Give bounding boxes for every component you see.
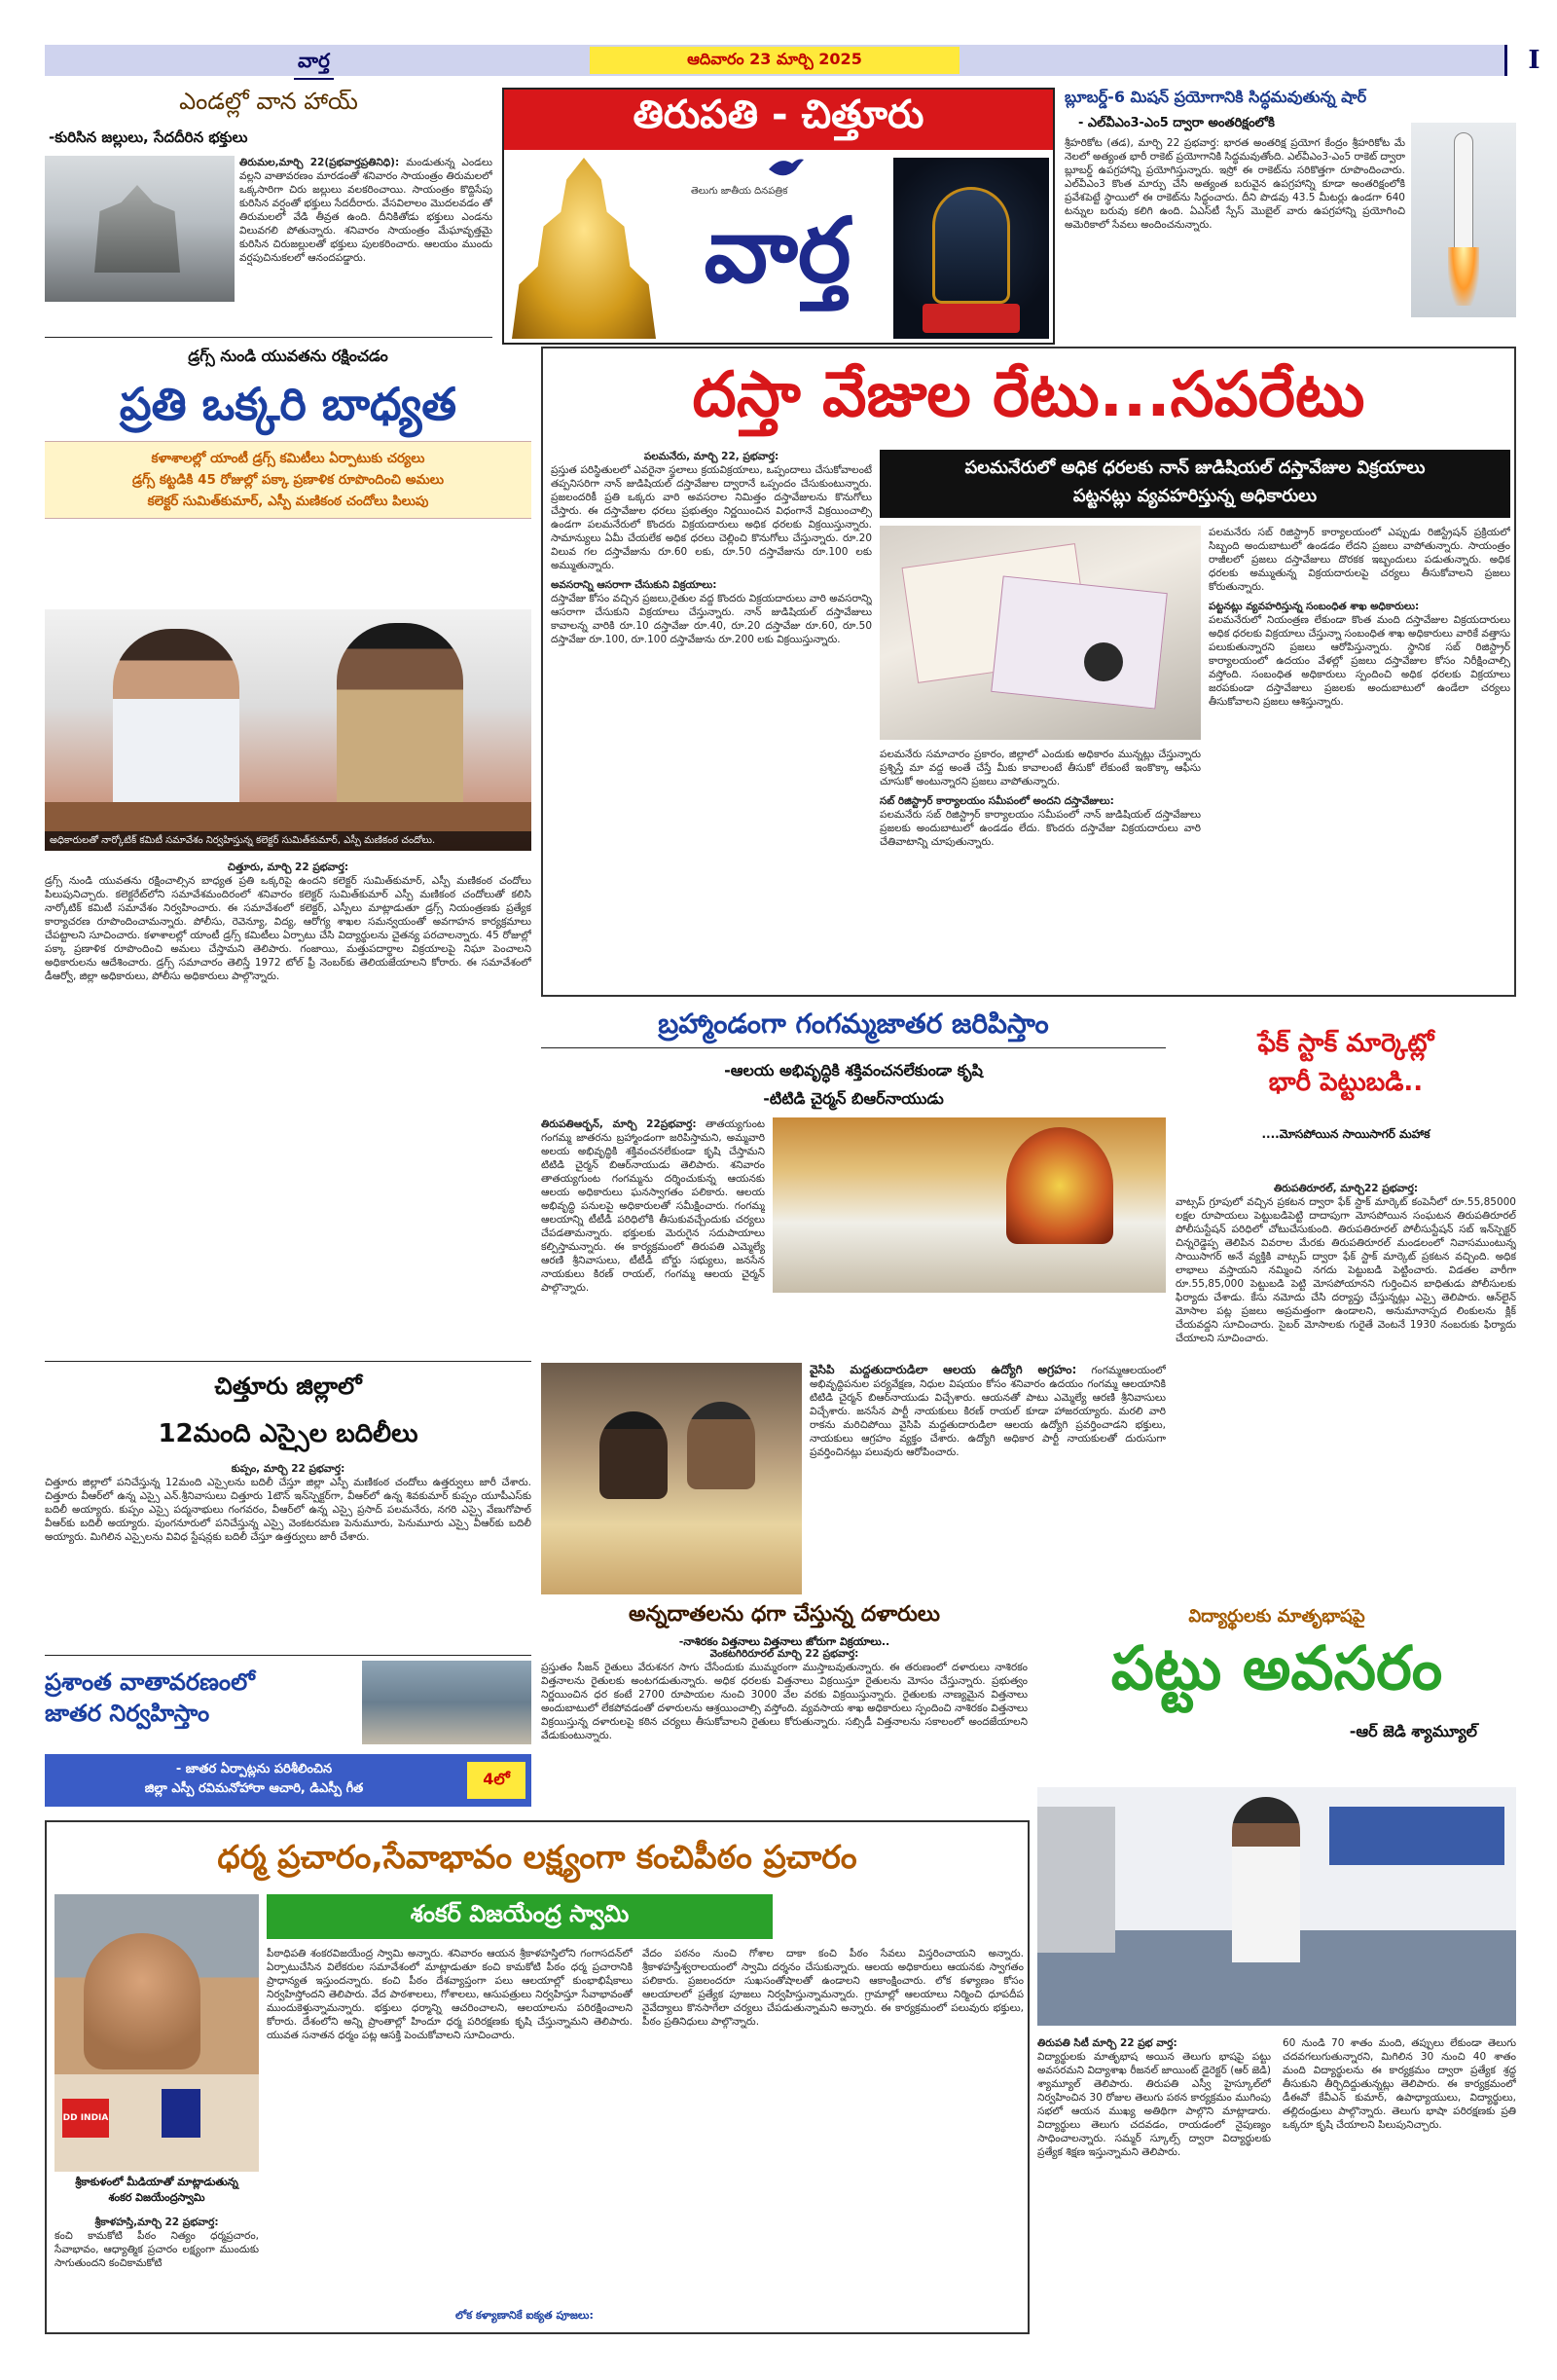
kanchi-caption-2: శంకర విజయేంద్రస్వామి <box>108 2191 205 2204</box>
mother-tongue-photo <box>1037 1787 1516 2026</box>
rocket-photo <box>1411 123 1516 317</box>
edition-title: తిరుపతి - చిత్తూరు <box>504 90 1053 150</box>
edition-logo: వార్త <box>704 198 851 303</box>
stamp-papers-photo <box>880 526 1201 740</box>
lead-story <box>541 347 1516 997</box>
ycp-body: గంగమ్మఆలయంలో అభివృద్ధిపనుల పర్యవేక్షణ, నిధుల విషయం కోసం శనివారం ఉదయం గంగమ్మ ఆలయానికి టిటిడి చైర్మన్ బిఆర్‌నాయుడు విచ్చేశారు. ఆయనతో పాటు ఎమ్మెల్యే ఆరణి శ్రీనివాసులు విచ్చేశారు. జనసేన పార్టీ నాయకులు కిరణ్ రాయల్‌ కూడా హాజరయ్యారు. మరలి వారి రాకను మరిచిపోయి వైసిపి మద్దతుదారుడిలా ఆలయ ఉద్యోగి ప్రవర్తించాడని భక్తులు, నాయకులు ఆగ్రహం వ్యక్తం చేశారు. ఉద్యోగి అధికార పార్టీ నాయకులతో దురుసుగా ప్రవర్తించినట్లు పలువురు ఆరోపించారు. <box>810 1365 1166 1458</box>
drugs-meeting-photo <box>45 609 531 851</box>
mother-tongue-dateline: తిరుపతి సిటీ మార్చి 22 ప్రభ వార్త: <box>1037 2037 1177 2049</box>
transfers-headline: 12మంది ఎస్సైల బదిలీలు <box>158 1419 418 1448</box>
heat-photo <box>45 156 235 302</box>
lead-body-1: ప్రస్తుత పరిస్థితులలో ఎవరైనా స్థలాలు క్రయవిక్రయాలు, ఒప్పందాలు చేసుకోవాలంటే తప్పనిసరిగా నాన్ జుడిషియల్ దస్తావేజుల ద్వారానే ఒప్పందం చేసుకుంటున్నారు. ప్రజలందరికీ ప్రతి ఒక్కరు వారి అవసరాల నిమిత్తం దస్తావేజులను కొనుగోలు చేస్తారు. ఈ దస్తావేజుల ధరలు ప్రభుత్వం నిర్ణయించిన విధంగానే విక్రయించాల్సి ఉండగా పలమనేరులో కొందరు విక్రయదారులు అధిక ధరలకు విక్రయిస్తున్నారు. సామాన్యులు ఏమీ చేయలేక అధిక ధరలు చెల్లించి కొనుగోలు చేస్తున్నారు. రూ.20 విలువ గల దస్తావేజును రూ.60 లకు, రూ.50 దస్తావేజును రూ.100 లకు అమ్ముతున్నారు. <box>551 464 872 571</box>
lead-headline: దస్తా వేజుల రేటు...సపరేటు <box>692 359 1365 431</box>
kanchi-story <box>45 1820 1030 2334</box>
lead-col3-subhead: పట్టనట్లు వ్యవహరిస్తున్న సంబంధిత శాఖ అధికారులు: <box>1209 601 1420 612</box>
fake-stock-headline-1: ఫేక్ స్టాక్ మార్కెట్లో <box>1257 1029 1434 1058</box>
collector-figure <box>113 629 239 804</box>
drugs-deck-box <box>45 441 531 519</box>
fake-stock-headline-2: భారీ పెట్టుబడి.. <box>1268 1068 1424 1097</box>
farmers-story <box>541 1602 1028 1781</box>
lead-deck-box <box>880 450 1510 518</box>
isro-subhead: - ఎల్‌వీఎం3-ఎం5 ద్వారా అంతరిక్షంలోకి <box>1078 116 1275 130</box>
jatara-peace-story <box>45 1661 531 1807</box>
masthead-bar <box>45 45 1540 76</box>
lead-body-2: దస్తావేజు కోసం వచ్చిన ప్రజలు,రైతుల వద్ద కొందరు విక్రయదారులు వారి అవసరాన్ని ఆసరాగా చేసుకుని విక్రయాలు చేస్తున్నారు. నాన్ జుడిషియల్ దస్తావేజులు కావాలన్న వారికి రూ.10 దస్తావేజు రూ.40, రూ.20 దస్తావేజు రూ.60, రూ.50 దస్తావేజు రూ.100, రూ.100 దస్తావేజును రూ.200 లకు విక్రయిస్తున్నారు. <box>551 593 872 645</box>
farmers-headline: అన్నదాతలను ధగా చేస్తున్న దళారులు <box>628 1602 941 1627</box>
heat-body: మండుతున్న ఎండలు వల్లని వాతావరణం మారడంతో శనివారం సాయంత్రం తిరుమలలో ఒక్కసారిగా చిరు జల్లులు వలకరించాయి. సాయంత్రం కొద్దిసేపు కురిసిన వర్షంతో భక్తులు సేదదీరారు. వేసవిలాలం మొదలవడం తో తిరుమలలో వేడి తీవ్రత ఉంది. దీనికితోడు భక్తులు ఎండను విలువగలి పోతున్నారు. శనివారం సాయంత్రం మేఘావృత్తమై కురిసిన చిరుజల్లులతో భక్తులు పులకరించారు. ఆలయం ముందు వర్షపుచినుకలలో ఆనందపడ్డారు. <box>239 157 492 264</box>
kanchi-body-mid: పీఠాధిపతి శంకరవిజయేంద్ర స్వామి అన్నారు. శనివారం ఆయన శ్రీకాళహస్తిలోని గంగాసదన్‌లో ఏర్పాటుచేసిన విలేకరుల సమావేశంలో మాట్లాడుతూ కంచి కామకోటి పీఠం ధర్మ ప్రచారానికి ప్రాధాన్యత ఇస్తుందన్నారు. కంచి పీఠం దేశవ్యాప్తంగా పలు ఆలయాల్లో కుంభాభిషేకాలు నిర్వహిస్తోందని తెలిపారు. వేద పాఠశాలలు, గోశాలలు, ఆసుపత్రులు నిర్వహిస్తూ సేవాభావంతో ముందుకెళ్తున్నామన్నారు. భక్తులు ధర్మాన్ని ఆచరించాలని, ఆలయాలను పరిరక్షించాలని కోరారు. దేశంలోని అన్ని ప్రాంతాల్లో హిందూ ధర్మ పరిరక్షణకు కృషి చేస్తున్నామని తెలిపారు. యువత సనాతన ధర్మం పట్ల ఆసక్తి పెంచుకోవాలని సూచించారు. <box>267 1948 633 2041</box>
kanchi-body-right: వేదం పఠనం నుంచి గోశాల దాకా కంచి పీఠం సేవలు విస్తరించాయని అన్నారు. శ్రీకాళహస్తీశ్వరాలయంలో స్వామి దర్శనం చేసుకున్నారు. ఆలయ అధికారులు ఆయనకు స్వాగతం పలికారు. ప్రజలందరూ సుఖసంతోషాలతో ఉండాలని ఆకాంక్షించారు. లోక కళ్యాణం కోసం ఆలయాలలో ప్రత్యేక పూజలు నిర్వహిస్తున్నామన్నారు. గ్రామాల్లో ఆలయాలు నిర్మించి ధూపదీప నైవేద్యాలు కొనసాగేలా చర్యలు చేపడుతున్నామని అన్నారు. ఈ కార్యక్రమంలో పలువురు భక్తులు, పీఠం ప్రతినిధులు పాల్గొన్నారు. <box>642 1948 1024 2028</box>
gangamma-photo <box>773 1117 1166 1293</box>
lead-deck-2: పట్టనట్లు వ్యవహరిస్తున్న అధికారులు <box>1072 486 1318 506</box>
dove-icon <box>767 154 806 181</box>
speaker-figure <box>1232 1797 1300 1962</box>
fake-stock-dateline: తిరుపతిరూరల్, మార్చి22 ప్రభవార్త: <box>1273 1183 1419 1194</box>
masthead-logo: వార్త <box>298 49 330 77</box>
kanchi-caption-1: శ్రీకాకుళంలో మీడియాతో మాట్లాడుతున్న <box>75 2176 238 2188</box>
drugs-deck-2: డ్రగ్స్ కట్టడికి 45 రోజుల్లో పక్కా ప్రణాళిక రూపొందించి అమలు <box>131 472 445 488</box>
farmers-body: ప్రస్తుతం సీజన్ రైతులు వేరుశనగ సాగు చేసేందుకు ముమ్మరంగా ముస్తాబవుతున్నారు. ఈ తరుణంలో దళారులు నాశిరకం విత్తనాలను రైతులకు అంటగడుతున్నారు. అధిక ధరలకు విత్తనాలు విక్రయిస్తూ రైతులను మోసం చేస్తున్నారు. ప్రభుత్వం నిర్ణయించిన ధర కంటే 2700 రూపాయల నుంచి 3000 వేల వరకు విక్రయిస్తున్నారు. రైతులకు నాణ్యమైన విత్తనాలు అందుబాటులో లేకపోవడంతో దళారులను ఆశ్రయించాల్సి వస్తోంది. వ్యవసాయ శాఖ అధికారులు స్పందించి నాశిరకం విత్తనాలు విక్రయిస్తున్న దళారులపై కఠిన చర్యలు తీసుకోవాలని రైతులు కోరుతున్నారు. సబ్సిడీ విత్తనాలను సకాలంలో అందజేయాలని వేడుకుంటున్నారు. <box>541 1662 1028 1741</box>
ycp-story <box>541 1363 1166 1594</box>
fake-stock-body: వాట్సప్ గ్రూపులో వచ్చిన ప్రకటన ద్వారా ఫేక్ స్టాక్ మార్కెట్ కంపెనీలో రూ.55,85000 లక్షల రూపాయలు పెట్టుబడిపెట్టి దాదాపుగా మోసపోయిన సంఘటన తిరుపతిరూరల్ పోలీసుస్టేషన్ పరిధిలో చోటుచేసుకుంది. తిరుపతిరూరల్ పోలీసుస్టేషన్ సబ్ ఇన్‌స్పెక్టర్ చిన్నరెడ్డెప్ప తెలిపిన వివరాల మేరకు తిరుపతిరూరల్ మండలంలో నివాసముంటున్న సాయిసాగర్ అనే వ్యక్తికి వాట్సప్ ద్వారా ఫేక్ స్టాక్ మార్కెట్ ప్రకటన వచ్చింది. అధిక లాభాలు వస్తాయని నమ్మించి నగదు పెట్టుబడి పెట్టించారు. విడతల వారీగా రూ.55,85,000 పెట్టుబడి పెట్టి మోసపోయానని గుర్తించిన బాధితుడు పోలీసులకు ఫిర్యాదు చేశాడు. కేసు నమోదు చేసి దర్యాప్తు చేస్తున్నట్లు ఎస్సై తెలిపారు. ఆన్‌లైన్ మోసాల పట్ల ప్రజలు అప్రమత్తంగా ఉండాలని, అనుమానాస్పద లింకులను క్లిక్ చేయవద్దని సూచించారు. సైబర్ మోసాలకు గురైతే వెంటనే 1930 నంబరుకు ఫిర్యాదు చేయాలని సూచించారు. <box>1176 1196 1516 1344</box>
masthead-date: ఆదివారం 23 మార్చి 2025 <box>590 47 960 74</box>
fake-stock-deck: ....మోసపోయిన సాయిసాగర్ మహాక <box>1261 1127 1430 1141</box>
heat-dateline: తిరుమల,మార్చి 22(ప్రభవార్తప్రతినిధి): <box>239 157 400 168</box>
kanchi-banner: శంకర్ విజయేంద్ర స్వామి <box>267 1894 773 1939</box>
deity-image <box>893 158 1049 339</box>
fake-stock-story <box>1176 1003 1516 1596</box>
lead-subhead-2: సబ్ రిజిస్ట్రార్ కార్యాలయం సమీపంలో అందని దస్తావేజులు: <box>880 795 1114 807</box>
sp-figure <box>337 623 463 808</box>
transfers-story <box>45 1369 531 1602</box>
swami-figure <box>84 1933 200 2069</box>
isro-body: శ్రీహరికోట (తడ), మార్చి 22 ప్రభవార్త: భారత అంతరిక్ష ప్రయోగ కేంద్రం శ్రీహరికోట మే నెలలో అత్యంత భారీ రాకెట్ ప్రయోగానికి సిద్ధమవుతోంది. ఎల్‌వీఎం3-ఎం5 రాకెట్ ద్వారా బ్లూబర్డ్ ఉపగ్రహాన్ని ప్రయోగిస్తున్నారు. ఇస్రో ఈ రాకెట్‌ను సరికొత్తగా రూపొందించారు. ఎల్‌వీఎం3 కొంత మార్పు చేసి అత్యంత బరువైన ఉపగ్రహాన్ని కూడా అంతరిక్షంలోకి ప్రవేశపెట్టే స్థాయిలో ఈ రాకెట్‌ను సిద్ధంచారు. దీని పొడవు 43.5 మీటర్లు ఉండగా 640 టన్నుల బరువు కలిగి ఉంది. ఏఎస్‌టీ స్పేస్ మొబైల్ వారు ఉపగ్రహాన్ని ప్రయోగించి అమెరికాలో సేవలు అందించనున్నారు. <box>1065 137 1405 231</box>
mother-tongue-kicker: విద్యార్థులకు మాతృభాషపై <box>1188 1606 1365 1627</box>
golden-temple-image <box>512 158 656 339</box>
mother-tongue-body-2: 60 నుండి 70 శాతం మంది, తప్పులు లేకుండా తెలుగు చదవగలుగుతున్నారని, మిగిలిన 30 నుంచి 40 శాతం మంది విద్యార్థులను ఈ కార్యక్రమం ద్వారా ప్రత్యేక శ్రద్ధ తీసుకుని తీర్చిదిద్దుతున్నట్లు తెలిపారు. ఈ కార్యక్రమంలో డీఈవో కేవీఎన్ కుమార్, ఉపాధ్యాయులు, విద్యార్థులు, తల్లిదండ్రులు పాల్గొన్నారు. తెలుగు భాషా పరిరక్షణకు ప్రతి ఒక్కరూ కృషి చేయాలని పిలుపునిచ్చారు. <box>1283 2037 1516 2131</box>
jatara-deck-box <box>45 1754 531 1807</box>
mic-label: DD INDIA <box>62 2099 109 2138</box>
transfers-dateline: కుప్పం, మార్చి 22 ప్రభవార్త: <box>231 1463 345 1475</box>
drugs-kicker: డ్రగ్స్ నుండి యువతను రక్షించడం <box>188 347 388 365</box>
temple-gopuram-shape <box>84 185 191 273</box>
heat-kicker: ఎండల్లో వాన హాయ్ <box>179 88 358 115</box>
kanchi-headline: ధర్మ ప్రచారం,సేవాభావం లక్ష్యంగా కంచిపీఠం ప్రచారం <box>217 1838 857 1876</box>
kanchi-dateline: శ్రీకాళహస్తి,మార్చి 22 ప్రభవార్త: <box>94 2216 219 2228</box>
page-ref-badge[interactable]: 4లో <box>467 1762 525 1799</box>
deity-decoration <box>1006 1127 1113 1244</box>
jatara-headline-1: ప్రశాంత వాతావరణంలో <box>45 1668 255 1696</box>
farmers-dateline: వెంకటగిరిరూరల్ మార్చి 22 ప్రభవార్త: <box>709 1648 859 1660</box>
mother-tongue-headline: పట్టు అవసరం <box>1110 1632 1443 1703</box>
drugs-headline: ప్రతి ఒక్కరి బాధ్యత <box>119 378 457 430</box>
page-number: I <box>1504 45 1557 76</box>
drugs-deck-1: కళాశాలల్లో యాంటీ డ్రగ్స్ కమిటీలు ఏర్పాటుకు చర్యలు <box>151 451 425 466</box>
edition-tagline: తెలుగు జాతీయ దినపత్రిక <box>691 186 788 197</box>
gangamma-body: తాతయ్యగుంట గంగమ్మ జాతరను బ్రహ్మాండంగా జరిపిస్తామని, అమ్మవారి అలయ అభివృద్ధికి శక్తివంచనలేకుండా కృషి చేస్తామని టిటిడి చైర్మన్ బిఆర్‌నాయుడు తెలిపారు. శనివారం తాతయ్యగుంట గంగమ్మను దర్శించుకున్న ఆయనకు ఆలయ అధికారులు ఘనస్వాగతం పలికారు. ఆలయ అభివృద్ధి పనులపై అధికారులతో సమీక్షించారు. గంగమ్మ ఆలయాన్ని టీటీడీ పరిధిలోకి తీసుకువచ్చేందుకు చర్యలు చేపడతామన్నారు. భక్తులకు మెరుగైన సదుపాయాలు కల్పిస్తామన్నారు. ఈ కార్యక్రమంలో తిరుపతి ఎమ్మెల్యే ఆరణి శ్రీనివాసులు, టీటీడీ బోర్డు సభ్యులు, జనసేన నాయకులు కిరణ్ రాయల్, గంగమ్మ ఆలయ చైర్మన్ పాల్గొన్నారు. <box>541 1118 765 1294</box>
jatara-deck-1: - జాతర ఏర్పాట్లను పరిశీలించిన <box>175 1762 333 1776</box>
isro-story <box>1065 88 1516 345</box>
gangamma-story <box>541 1003 1166 1353</box>
mother-tongue-body-1: విద్యార్థులకు మాతృభాష అయిన తెలుగు భాషపై పట్టు అవసరమని విద్యాశాఖ రీజనల్ జాయింట్ డైరెక్టర్ (ఆర్ జెడి) శ్యామ్యూల్ తెలిపారు. తిరుపతి ఎస్వీ హైస్కూల్‌లో నిర్వహించిన 30 రోజుల తెలుగు పఠన కార్యక్రమం ముగింపు సభలో ఆయన ముఖ్య అతిథిగా పాల్గొని మాట్లాడారు. విద్యార్థులు తెలుగు చదవడం, రాయడంలో నైపుణ్యం సాధించాలన్నారు. సమ్మర్ స్కూల్స్ ద్వారా విద్యార్థులకు ప్రత్యేక శిక్షణ ఇస్తున్నామని తెలిపారు. <box>1037 2051 1271 2158</box>
lead-deck-1: పలమనేరులో అధిక ధరలకు నాన్ జుడిషియల్ దస్తావేజుల విక్రయాలు <box>964 458 1426 478</box>
gangamma-deck-1: -ఆలయ అభివృద్ధికి శక్తివంచనలేకుండా కృషి <box>724 1061 983 1080</box>
gangamma-deck-2: -టిటిడి చైర్మన్ బిఆర్‌నాయుడు <box>763 1089 944 1108</box>
lead-dateline: పలమనేరు, మార్చి 22, ప్రభవార్త: <box>643 451 779 462</box>
mother-tongue-story <box>1037 1602 1516 2334</box>
lead-body-4: పలమనేరు సబ్ రిజిస్ట్రార్ కార్యాలయం సమీపంలో నాన్ జుడిషియల్ దస్తావేజులు ప్రజలకు అందుబాటులో ఉండడం లేదు. కొందరు దస్తావేజు విక్రయదారులు వారి చేతివాటాన్ని చూపుతున్నారు. <box>880 809 1201 848</box>
transfers-kicker: చిత్తూరు జిల్లాలో <box>214 1373 362 1400</box>
drugs-deck-3: కలెక్టర్ సుమిత్‌కుమార్, ఎస్పీ మణికంఠ చందోలు పిలుపు <box>147 494 429 509</box>
ycp-kicker: వైసిపి మద్దతుదారుడిలా ఆలయ ఉద్యోగి అగ్రహం: <box>810 1363 1077 1376</box>
heat-story <box>45 88 492 331</box>
edition-banner <box>502 88 1055 345</box>
lead-col3-body: పలమనేరు సబ్ రిజిస్ట్రార్ కార్యాలయంలో ఎప్పుడు రిజిస్ట్రేషన్ ప్రక్రియలో సిబ్బంది అందుబాటులో ఉండడం లేదని ప్రజలు వాపోతున్నారు. సాయంత్రం రాజీలలో ప్రజలు దస్తావేజులు దొరకక ఇబ్బందులు పడుతున్నారు. అధిక ధరలకు అమ్ముతున్న విక్రయదారులపై చర్యలు తీసుకోవాలని ప్రజలు కోరుతున్నారు. <box>1209 527 1510 593</box>
lead-body-3: పలమనేరు సమాచారం ప్రకారం, జిల్లాలో ఎందుకు అధికారం మున్నట్లు చేస్తున్నారు ప్రశ్నిస్తే మా వద్ద అంతే చేస్తే మీకు కావాలంటే తీసుకో లేకుంటే ఇంకొక్కా ఆఫీసు చూసుకో అంటున్నారని ప్రజలు వాపోతున్నారు. <box>880 749 1201 787</box>
isro-headline: బ్లూబర్డ్-6 మిషన్ ప్రయోగానికి సిద్ధమవుతున్న షార్ <box>1065 88 1367 106</box>
kanchi-swami-photo <box>54 1894 259 2172</box>
mother-tongue-deck: -ఆర్ జెడి శ్యామ్యూల్ <box>1349 1722 1477 1740</box>
drugs-photo-caption: అధికారులతో నార్కోటిక్ కమిటీ సమావేశం నిర్వహిస్తున్న కలెక్టర్ సుమిత్‌కుమార్, ఎస్పీ మణికంఠ చందోలు. <box>45 831 531 851</box>
lead-col3-body-2: పలమనేరులో నియంత్రణ లేకుండా కొంత మంది దస్తావేజుల విక్రయదారులు అధిక ధరలకు విక్రయాలు చేస్తున్నా సంబంధిత శాఖ అధికారులు వారికే వత్తాసు పలుకుతున్నారని ప్రజలు ఆరోపిస్తున్నారు. స్థానిక సబ్ రిజిస్ట్రార్ కార్యాలయంలో ఉదయం వేళల్లో ప్రజలు దస్తావేజుల కోసం నిరీక్షించాల్సి వస్తోంది. సంబంధిత అధికారులు స్పందించి అధిక ధరలకు విక్రయాలు జరపకుండా దస్తావేజులు ప్రజలకు అందుబాటులో ఉండేలా చర్యలు తీసుకోవాలని ప్రజలు ఆశిస్తున్నారు. <box>1209 614 1510 708</box>
drugs-story <box>45 347 531 1369</box>
kanchi-body-left: కంచి కామకోటి పీఠం నిత్యం ధర్మప్రచారం, సేవాభావం, ఆధ్యాత్మిక ప్రచారం లక్ష్యంగా ముందుకు సాగుతుందని కంచికామకోటి <box>54 2230 259 2269</box>
drugs-dateline: చిత్తూరు, మార్చి 22 ప్రభవార్త: <box>227 861 349 873</box>
transfers-body: చిత్తూరు జిల్లాలో పనిచేస్తున్న 12మంది ఎస్సైలను బదిలీ చేస్తూ జిల్లా ఎస్పీ మణికంఠ చందోలు ఉత్తర్వులు జారీ చేశారు. చిత్తూరు వీఆర్‌లో ఉన్న ఎస్సై ఎన్‌.శ్రీనివాసులు చిత్తూరు 1టౌన్ ఇన్‌స్పెక్టర్‌గా, వీఆర్‌లో ఉన్న శివకుమార్ కుప్పం యూపీఎస్‌కు బదిలీ అయ్యారు. కుప్పం ఎస్సై పద్మనాభులు గంగవరం, వీఆర్‌లో ఉన్న ఎస్సై ప్రసాద్ పలమనేరు, నగరి ఎస్సై వేణుగోపాల్ వీఆర్‌కు బదిలీ అయ్యారు. పుంగనూరులో పనిచేస్తున్న ఎస్సై వెంకటరమణ పెనుమూరు, పెనుమూరు ఎస్సై వీఆర్‌కు బదిలీ అయ్యారు. మిగిలిన ఎస్సైలను వివిధ స్టేషన్లకు బదిలీ చేస్తూ ఉత్తర్వులు జారీ చేశారు. <box>45 1477 531 1543</box>
jatara-headline-2: జాతర నిర్వహిస్తాం <box>45 1700 210 1727</box>
mic-icon <box>162 2089 200 2138</box>
lead-subhead-1: అవసరాన్ని ఆసరాగా చేసుకుని విక్రయాలు: <box>551 579 717 591</box>
ycp-photo <box>541 1363 802 1594</box>
jatara-photo <box>362 1661 531 1744</box>
farmers-deck: -నాశిరకం విత్తనాలు విత్తనాలు జోరుగా విక్రయాలు.. <box>678 1635 890 1648</box>
heat-headline: -కురిసిన జల్లులు, సేదదీరిన భక్తులు <box>49 128 248 146</box>
kanchi-subhead: లోక కళ్యాణానికే ఐక్యత పూజలు: <box>455 2309 594 2322</box>
jatara-deck-2: జిల్లా ఎస్పీ రవిమనోహారా ఆచారి, డిఎస్పీ గీత <box>144 1781 364 1796</box>
gangamma-dateline: తిరుపతిఆర్బన్, మార్చి 22ప్రభవార్త: <box>541 1118 697 1130</box>
gangamma-headline: బ్రహ్మాండంగా గంగమ్మజాతర జరిపిస్తాం <box>658 1007 1049 1040</box>
drugs-body: డ్రగ్స్ నుండి యువతను రక్షించాల్సిన బాధ్యత ప్రతి ఒక్కరిపై ఉందని కలెక్టర్ సుమిత్‌కుమార్, ఎస్పీ మణికంఠ చందోలు పిలుపునిచ్చారు. కలెక్టరేట్‌లోని సమావేశమందిరంలో శనివారం కలెక్టర్ సుమిత్‌కుమార్ ఎస్పీ మణికంఠ చందోలుతో కలిసి నార్కోటిక్ కమిటీ సమావేశం నిర్వహించారు. ఈ సమావేశంలో కలెక్టర్, ఎస్పీలు మాట్లాడుతూ డ్రగ్స్ నియంత్రణకు ప్రత్యేక కార్యాచరణ రూపొందించామన్నారు. పోలీసు, రెవెన్యూ, విద్య, ఆరోగ్య శాఖల సమన్వయంతో అవగాహన కార్యక్రమాలు చేపట్టాలని సూచించారు. కళాశాలల్లో యాంటీ డ్రగ్స్ కమిటీలు ఏర్పాటు చేసి విద్యార్థులను చైతన్య పరచాలన్నారు. 45 రోజుల్లో పక్కా ప్రణాళిక రూపొందించి అమలు చేస్తామని తెలిపారు. గంజాయి, మత్తుపదార్థాల విక్రయాలపై నిఘా పెంచాలని అధికారులను ఆదేశించారు. డ్రగ్స్ సమాచారం తెలిస్తే 1972 టోల్ ఫ్రీ నెంబర్‌కు తెలియజేయాలని కోరారు. ఈ సమావేశంలో డీఆర్వో, జిల్లా అధికారులు, పోలీసు అధికారులు పాల్గొన్నారు. <box>45 875 531 982</box>
